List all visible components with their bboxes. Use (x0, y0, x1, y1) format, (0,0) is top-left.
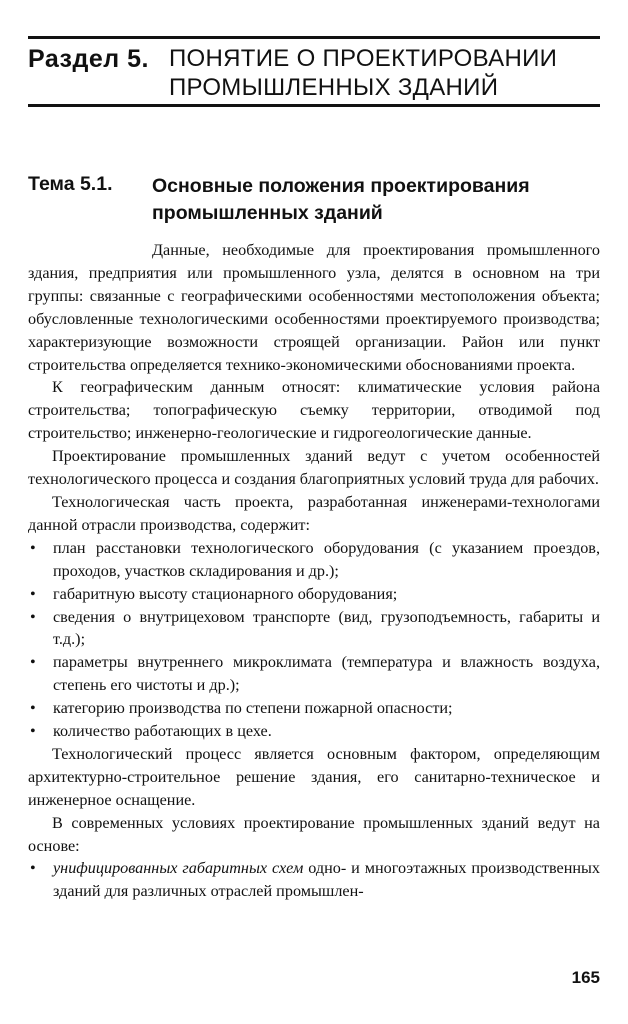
list-item (28, 857, 600, 903)
section-title-line2: ПРОМЫШЛЕННЫХ ЗДАНИЙ (169, 74, 499, 101)
list-item: • количество работающих в цехе. (28, 720, 600, 743)
header-bottom-rule (28, 104, 600, 107)
page-number: 165 (571, 968, 600, 987)
technological-contents-list (28, 537, 600, 743)
paragraph-intro: Данные, необходимые для проектирования промышленного здания, предприятия или промышленного узла, делятся в основном на три группы: связанные с географическими особенностями местоположения объекта; обусловленные технологическими особенностями проектируемого производства; характеризующие возможности строящей организации. Район или пункт строительства определяется технико-экономическими обоснованиями проекта. (28, 241, 600, 374)
paragraph-modern-design: В современных условиях проектирование промышленных зданий ведут на основе: (28, 813, 600, 855)
topic-title-line1: Основные положения проектирования (152, 175, 530, 197)
list-item: • габаритную высоту стационарного оборудования; (28, 583, 600, 606)
list-item: • параметры внутреннего микроклимата (температура и влажность воздуха, степень его чистоты и др.); (28, 651, 600, 697)
paragraph-technological-part: Технологическая часть проекта, разработанная инженерами-технологами данной отрасли производства, содержит: (28, 492, 600, 534)
paragraph-geographic: К географическим данным относят: климатические условия района строительства; топографическую съемку территории, отводимой под строительство; инженерно-геологические и гидрогеологические данные. (28, 378, 600, 443)
topic-title (152, 173, 530, 227)
list-item: • сведения о внутрицеховом транспорте (вид, грузоподъемность, габариты и т.д.); (28, 606, 600, 652)
header-top-rule (28, 36, 600, 39)
topic-number: Тема 5.1. (28, 173, 113, 195)
section-label: Раздел 5. (28, 45, 149, 73)
list-item: • план расстановки технологического оборудования (с указанием проездов, проходов, участков складирования и др.); (28, 537, 600, 583)
topic-title-line2: промышленных зданий (152, 202, 383, 224)
list-item: • категорию производства по степени пожарной опасности; (28, 697, 600, 720)
section-title (169, 44, 557, 102)
list-item-emphasis: унифицированных габаритных схем (53, 859, 304, 878)
section-title-line1: ПОНЯТИЕ О ПРОЕКТИРОВАНИИ (169, 45, 558, 72)
paragraph-design-conditions: Проектирование промышленных зданий ведут с учетом особенностей технологического процесса и создания благоприятных условий труда для рабочих. (28, 447, 600, 489)
paragraph-technological-process: Технологический процесс является основным фактором, определяющим архитектурно-строительное решение здания, его санитарно-техническое и инженерное оснащение. (28, 744, 600, 809)
list-item-text: одно- и многоэтажных производственных зданий для различных отраслей промышлен- (53, 859, 600, 901)
body-text (28, 239, 600, 903)
design-basis-list (28, 857, 600, 903)
